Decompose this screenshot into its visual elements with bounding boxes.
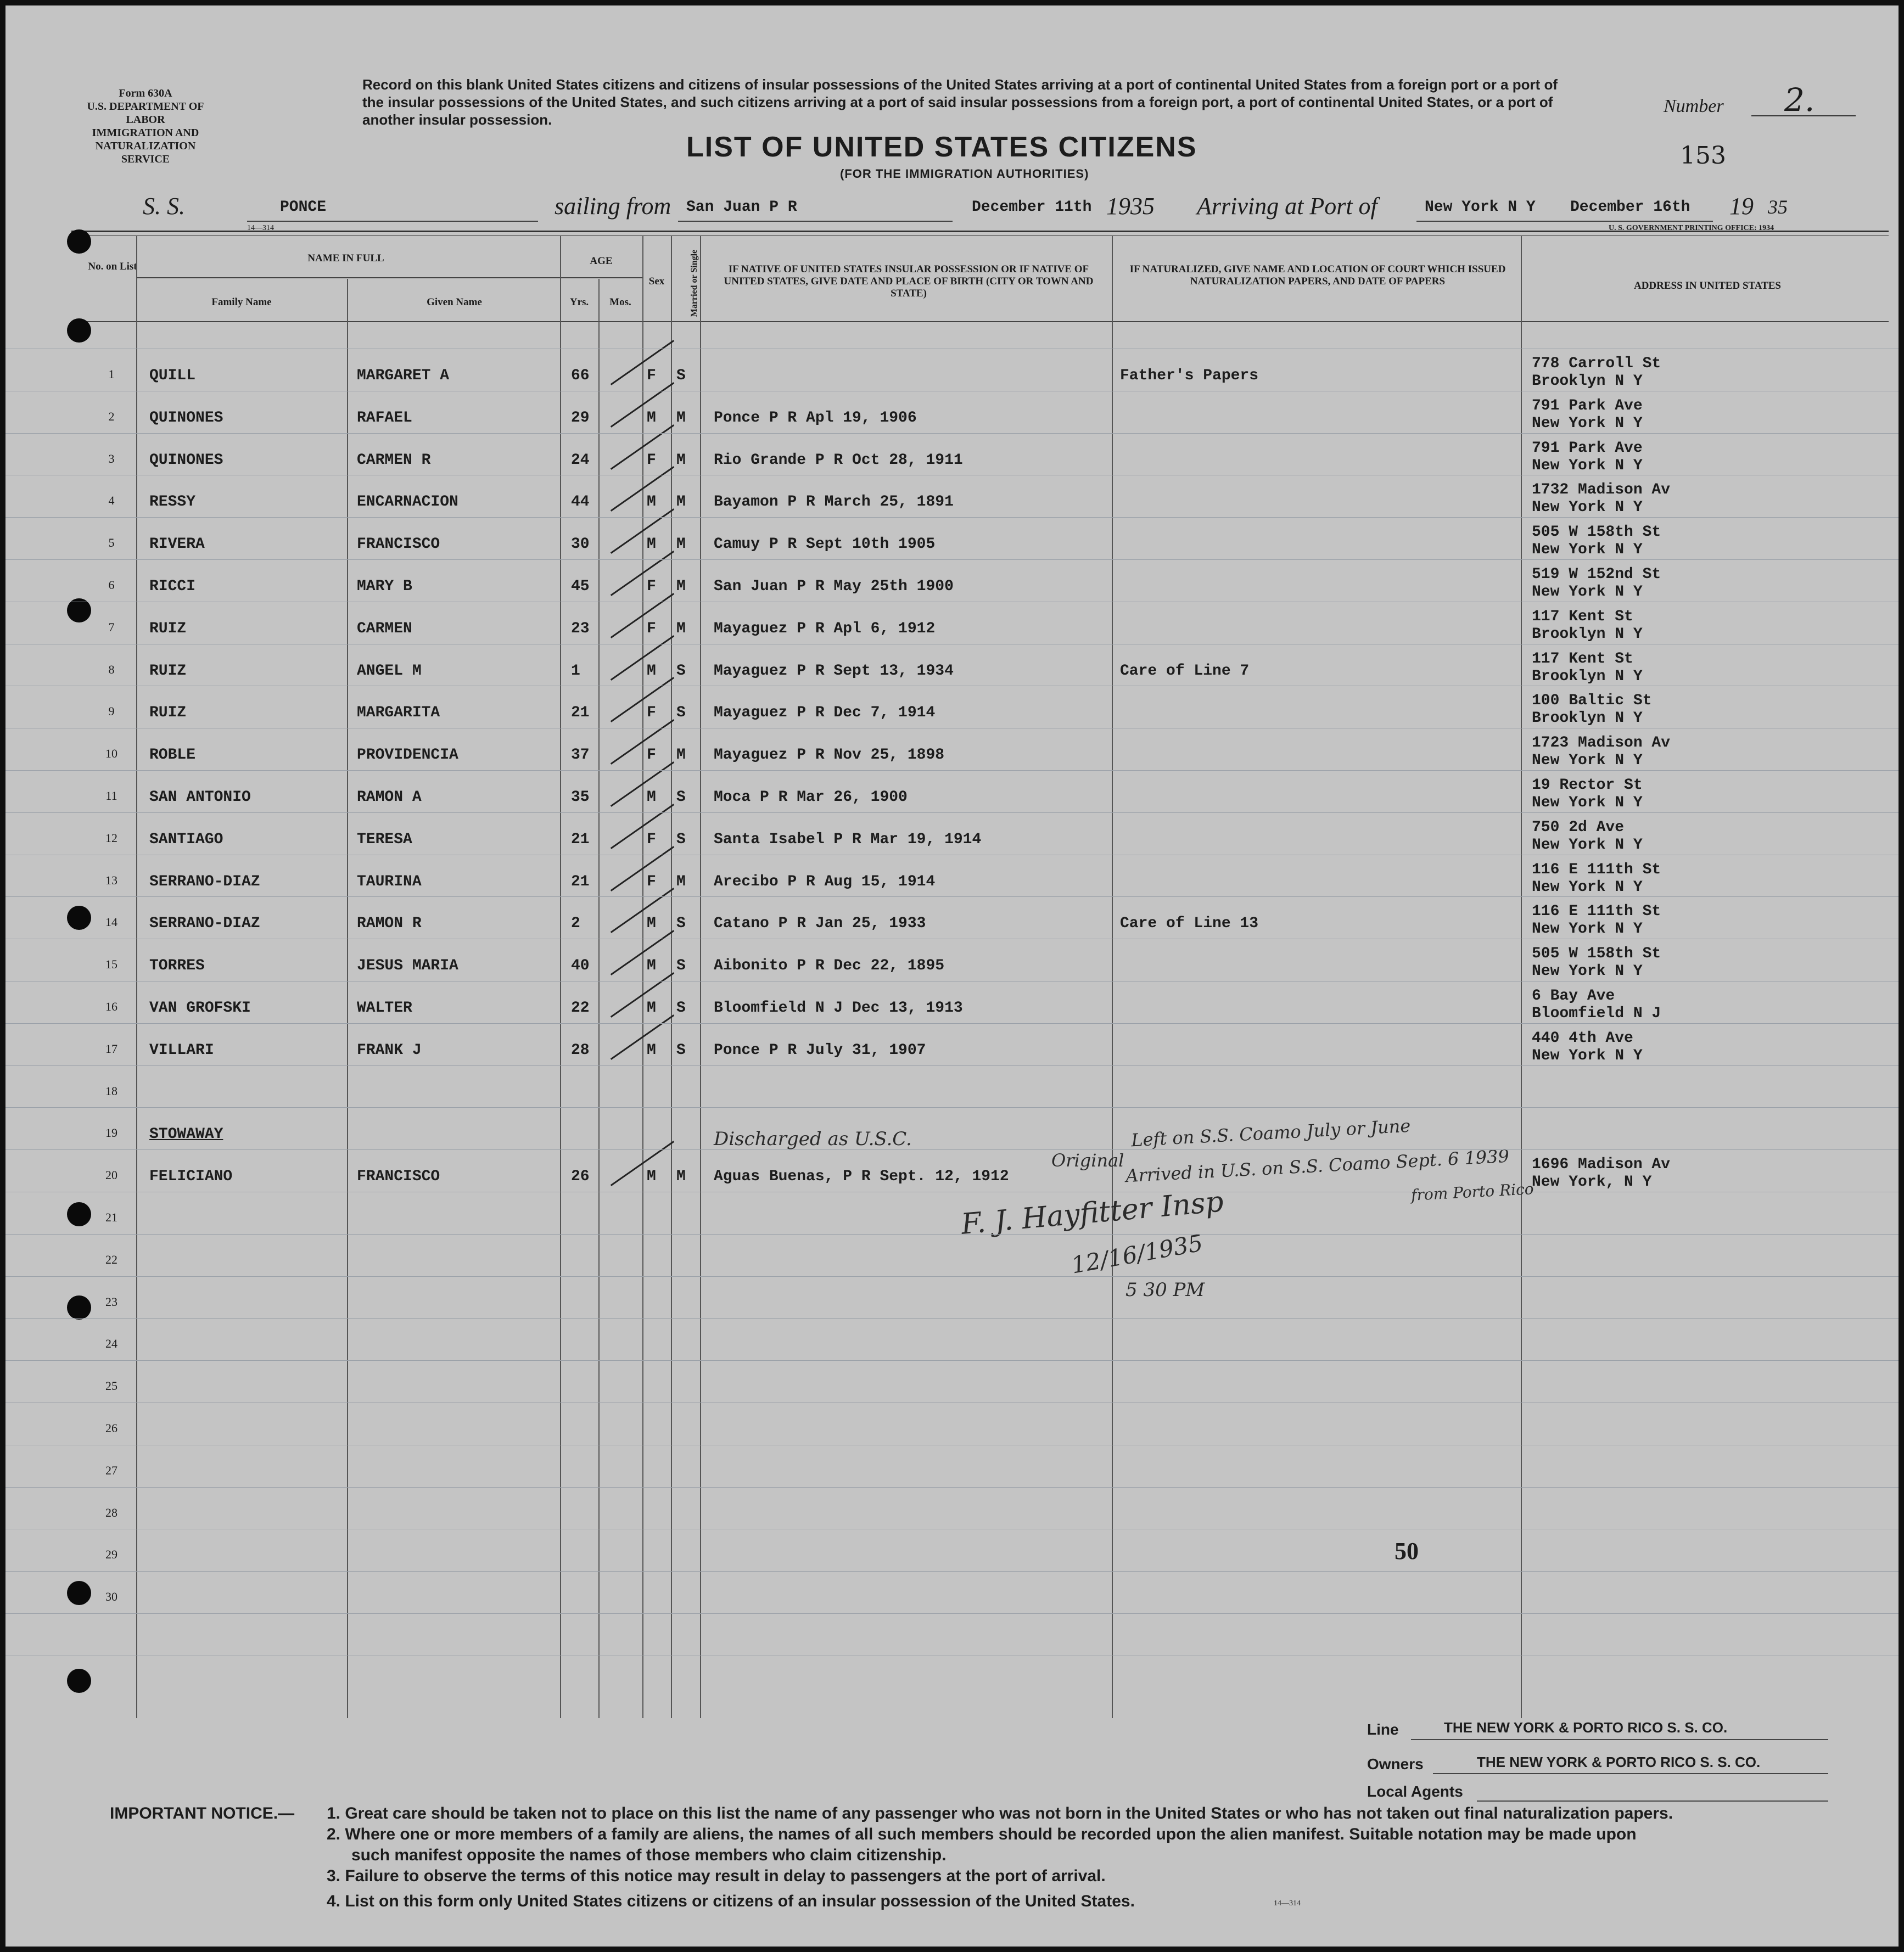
arrival-port: New York N Y <box>1425 199 1536 216</box>
line-underline <box>1411 1739 1828 1740</box>
owners-underline <box>1433 1773 1828 1774</box>
punch-hole <box>67 318 91 343</box>
address-line-2: New York N Y <box>1532 584 1643 601</box>
birth-info: Mayaguez P R Apl 6, 1912 <box>714 620 936 637</box>
ruled-line <box>5 812 1899 813</box>
col-divider <box>671 236 672 1718</box>
agency-block <box>71 87 220 166</box>
row-number: 20 <box>105 1168 117 1182</box>
punch-hole <box>67 906 91 930</box>
col-age: AGE <box>590 255 613 267</box>
row-number: 24 <box>105 1337 117 1351</box>
given-name: FRANCISCO <box>357 536 440 553</box>
address-line-2: Bloomfield N J <box>1532 1005 1661 1022</box>
family-name: RESSY <box>149 493 196 511</box>
row-number: 26 <box>105 1421 117 1435</box>
address-line-2: New York N Y <box>1532 878 1643 896</box>
given-name: CARMEN R <box>357 451 431 469</box>
printing-office: U. S. GOVERNMENT PRINTING OFFICE: 1934 <box>1609 224 1774 232</box>
notice-4: 4. List on this form only United States citizens or citizens of an insular possession of the United States. <box>327 1892 1135 1910</box>
age-years: 26 <box>571 1168 590 1186</box>
address-line-1: 750 2d Ave <box>1532 818 1625 836</box>
address-line-1: 778 Carroll St <box>1532 355 1661 372</box>
ruled-line <box>5 1149 1899 1150</box>
col-divider <box>598 279 600 1718</box>
marital-status: M <box>676 747 686 764</box>
row-number: 7 <box>108 620 115 634</box>
ruled-line <box>5 1360 1899 1361</box>
agency-line: Form 630A <box>119 87 172 99</box>
owners-label: Owners <box>1367 1755 1424 1772</box>
birth-info: Aibonito P R Dec 22, 1895 <box>714 957 945 975</box>
family-name: RUIZ <box>149 662 187 680</box>
age-years: 37 <box>571 747 590 764</box>
family-name: ROBLE <box>149 747 196 764</box>
row-number: 25 <box>105 1379 117 1393</box>
address-line-2: New York N Y <box>1532 457 1643 474</box>
depart-year: 1935 <box>1106 193 1155 220</box>
col-divider <box>1112 236 1113 1718</box>
birth-info: Moca P R Mar 26, 1900 <box>714 789 908 806</box>
birth-info: Bloomfield N J Dec 13, 1913 <box>714 1000 963 1017</box>
depart-date: December 11th <box>972 199 1092 216</box>
address-line-2: New York N Y <box>1532 921 1643 938</box>
number-value: 2. <box>1784 81 1815 119</box>
sex: F <box>647 704 656 722</box>
birth-info: Bayamon P R March 25, 1891 <box>714 493 954 511</box>
marital-status: S <box>676 704 686 722</box>
inspector-signature: F. J. Hayfitter Insp <box>960 1185 1225 1241</box>
col-given-name: Given Name <box>427 296 482 308</box>
ruled-line <box>5 1613 1899 1614</box>
row-number: 15 <box>105 957 117 972</box>
address-line-2: New York, N Y <box>1532 1174 1652 1191</box>
sex: M <box>647 493 656 511</box>
address-line-2: New York N Y <box>1532 963 1643 980</box>
row-number: 5 <box>108 536 115 550</box>
signature-date: 12/16/1935 <box>1069 1229 1205 1279</box>
col-divider <box>136 236 137 1718</box>
agency-line: U.S. DEPARTMENT OF LABOR <box>87 100 204 126</box>
punch-hole <box>67 229 91 254</box>
notice-2: 2. Where one or more members of a family are aliens, the names of all such members should be recorded upon the alien manifest. Suitable notation may be made upon <box>327 1825 1637 1843</box>
address-line-1: 505 W 158th St <box>1532 945 1661 963</box>
address-line-2: Brooklyn N Y <box>1532 710 1643 727</box>
given-name: MARGARET A <box>357 367 450 384</box>
row-number: 9 <box>108 704 115 719</box>
ruled-line <box>5 433 1899 434</box>
row-number: 21 <box>105 1210 117 1224</box>
marital-status: M <box>676 1168 686 1186</box>
signature-time: 5 30 PM <box>1125 1279 1205 1301</box>
arrival-year-suffix: 35 <box>1768 196 1788 218</box>
row-number: 16 <box>105 1000 117 1013</box>
age-years: 23 <box>571 620 590 637</box>
marital-status: S <box>676 831 686 848</box>
col-naturalized: IF NATURALIZED, GIVE NAME AND LOCATION OF COURT WHICH ISSUED NATURALIZATION PAPERS, AND DATE OF PAPERS <box>1129 263 1506 287</box>
age-subrule <box>561 277 642 278</box>
record-instructions: Record on this blank United States citizens and citizens of insular possessions of the United States arriving at a port of continental United States from a foreign port or a port of the insular possessions of the United States, and such citizens arriving at a port of said insular possessions from a foreign port, a port of continental United States, or a port of another insular possession. <box>362 76 1558 128</box>
family-name: TORRES <box>149 957 205 975</box>
row-number: 23 <box>105 1294 117 1309</box>
arrival-year-prefix: 19 <box>1729 193 1754 220</box>
address-line-2: New York N Y <box>1532 541 1643 559</box>
given-name: FRANK J <box>357 1041 422 1059</box>
family-name: RIVERA <box>149 536 205 553</box>
family-name: RICCI <box>149 578 196 595</box>
row-number: 28 <box>105 1505 117 1519</box>
marital-status: S <box>676 789 686 806</box>
address-line-1: 6 Bay Ave <box>1532 988 1615 1005</box>
birth-info: Arecibo P R Aug 15, 1914 <box>714 873 936 890</box>
birth-info: Santa Isabel P R Mar 19, 1914 <box>714 831 982 848</box>
col-divider <box>642 236 643 1718</box>
family-name: QUINONES <box>149 409 223 427</box>
col-divider <box>347 279 348 1718</box>
handwritten-note: from Porto Rico <box>1410 1180 1535 1204</box>
family-name: SERRANO-DIAZ <box>149 915 260 933</box>
family-name: SANTIAGO <box>149 831 223 848</box>
sex: F <box>647 578 656 595</box>
marital-status: S <box>676 662 686 680</box>
name-subrule <box>137 277 560 278</box>
row-number: 27 <box>105 1463 117 1477</box>
sex: F <box>647 873 656 890</box>
naturalization-info: Father's Papers <box>1120 367 1259 384</box>
marital-status: S <box>676 957 686 975</box>
ruled-line <box>5 1276 1899 1277</box>
given-name: MARGARITA <box>357 704 440 722</box>
age-years: 66 <box>571 367 590 384</box>
given-name: CARMEN <box>357 620 412 637</box>
marital-status: M <box>676 620 686 637</box>
family-name: RUIZ <box>149 620 187 637</box>
sex: M <box>647 1041 656 1059</box>
given-name: TAURINA <box>357 873 422 890</box>
address-line-2: New York N Y <box>1532 836 1643 854</box>
address-line-1: 19 Rector St <box>1532 777 1643 794</box>
form-code-bottom: 14—314 <box>1274 1899 1301 1908</box>
address-line-1: 100 Baltic St <box>1532 692 1652 710</box>
address-line-1: 440 4th Ave <box>1532 1029 1633 1047</box>
row-number: 4 <box>108 493 115 508</box>
number-underline <box>1751 115 1856 116</box>
sex: M <box>647 915 656 933</box>
handwritten-note: Discharged as U.S.C. <box>714 1128 912 1150</box>
table-top-rule <box>71 231 1889 232</box>
row-number: 12 <box>105 831 117 845</box>
port-underline <box>1416 221 1713 222</box>
ruled-line <box>5 517 1899 518</box>
row-number: 11 <box>105 789 117 803</box>
address-line-2: New York N Y <box>1532 1047 1643 1064</box>
age-years: 22 <box>571 1000 590 1017</box>
agents-underline <box>1477 1800 1828 1802</box>
age-years: 30 <box>571 536 590 553</box>
sailing-label: sailing from <box>555 193 671 220</box>
page-title: LIST OF UNITED STATES CITIZENS <box>686 131 1197 163</box>
marital-status: M <box>676 493 686 511</box>
ruled-line <box>5 770 1899 771</box>
punch-hole <box>67 1669 91 1693</box>
line-value: THE NEW YORK & PORTO RICO S. S. CO. <box>1444 1719 1728 1736</box>
address-line-2: Brooklyn N Y <box>1532 625 1643 643</box>
from-underline <box>678 221 953 222</box>
owners-value: THE NEW YORK & PORTO RICO S. S. CO. <box>1477 1754 1761 1770</box>
address-line-1: 116 E 111th St <box>1532 903 1661 921</box>
col-no: No. on List <box>88 261 137 272</box>
agency-line: NATURALIZATION SERVICE <box>95 140 196 165</box>
age-years: 44 <box>571 493 590 511</box>
header-bottom-rule <box>71 321 1889 322</box>
family-name: VILLARI <box>149 1041 214 1059</box>
sex: F <box>647 831 656 848</box>
sex: M <box>647 1000 656 1017</box>
row-number: 18 <box>105 1084 117 1098</box>
birth-info: Aguas Buenas, P R Sept. 12, 1912 <box>714 1168 1009 1186</box>
punch-hole <box>67 1295 91 1320</box>
birth-info: Ponce P R Apl 19, 1906 <box>714 409 917 427</box>
family-name: VAN GROFSKI <box>149 1000 251 1017</box>
address-line-2: New York N Y <box>1532 499 1643 517</box>
col-address: ADDRESS IN UNITED STATES <box>1633 280 1781 291</box>
marital-status: M <box>676 873 686 890</box>
age-years: 45 <box>571 578 590 595</box>
address-line-2: New York N Y <box>1532 414 1643 432</box>
address-line-2: Brooklyn N Y <box>1532 373 1643 390</box>
row-number: 17 <box>105 1041 117 1056</box>
birth-info: Ponce P R July 31, 1907 <box>714 1041 926 1059</box>
age-years: 24 <box>571 451 590 469</box>
age-years: 28 <box>571 1041 590 1059</box>
family-name: RUIZ <box>149 704 187 722</box>
ruled-line <box>5 896 1899 897</box>
birth-info: Rio Grande P R Oct 28, 1911 <box>714 451 963 469</box>
age-years: 1 <box>571 662 580 680</box>
family-name: STOWAWAY <box>149 1126 223 1143</box>
sailing-from: San Juan P R <box>686 199 797 216</box>
sex: M <box>647 1168 656 1186</box>
address-line-2: New York N Y <box>1532 794 1643 811</box>
address-line-1: 519 W 152nd St <box>1532 566 1661 583</box>
stamp-number: 153 <box>1680 142 1726 170</box>
age-years: 40 <box>571 957 590 975</box>
family-name: QUINONES <box>149 451 223 469</box>
age-years: 29 <box>571 409 590 427</box>
manifest-page <box>5 5 1899 1947</box>
family-name: QUILL <box>149 367 196 384</box>
ruled-line <box>5 559 1899 560</box>
sex: M <box>647 789 656 806</box>
marital-status: M <box>676 451 686 469</box>
age-years: 21 <box>571 873 590 890</box>
marital-status: M <box>676 536 686 553</box>
given-name: RAMON R <box>357 915 422 933</box>
given-name: FRANCISCO <box>357 1168 440 1186</box>
given-name: ENCARNACION <box>357 493 458 511</box>
naturalization-info: Care of Line 13 <box>1120 915 1259 933</box>
birth-info: Catano P R Jan 25, 1933 <box>714 915 926 933</box>
given-name: WALTER <box>357 1000 412 1017</box>
row-number: 6 <box>108 578 115 592</box>
row-number: 2 <box>108 409 115 423</box>
address-line-1: 791 Park Ave <box>1532 397 1643 414</box>
address-line-2: Brooklyn N Y <box>1532 668 1643 685</box>
sex: M <box>647 536 656 553</box>
naturalization-info: Care of Line 7 <box>1120 662 1250 680</box>
row-number: 22 <box>105 1252 117 1266</box>
page-subtitle: (FOR THE IMMIGRATION AUTHORITIES) <box>840 167 1089 181</box>
ruled-line <box>5 1318 1899 1319</box>
agency-line: IMMIGRATION AND <box>92 127 199 139</box>
marital-status: S <box>676 367 686 384</box>
col-married-single: Married or Single <box>690 249 699 317</box>
ruled-line <box>5 1571 1899 1572</box>
given-name: MARY B <box>357 578 412 595</box>
ship-name: PONCE <box>280 199 327 216</box>
line-label: Line <box>1367 1721 1399 1738</box>
sex: F <box>647 747 656 764</box>
notice-1: 1. Great care should be taken not to place on this list the name of any passenger who was not born in the United States or who has not taken out final naturalization papers. <box>327 1804 1673 1822</box>
row-number: 29 <box>105 1547 117 1562</box>
marital-status: M <box>676 578 686 595</box>
col-sex: Sex <box>648 276 665 287</box>
address-line-1: 116 E 111th St <box>1532 861 1661 878</box>
ruled-line <box>5 1234 1899 1235</box>
age-years: 21 <box>571 704 590 722</box>
ruled-line <box>5 1065 1899 1066</box>
col-years: Yrs. <box>569 296 589 308</box>
age-years: 21 <box>571 831 590 848</box>
col-months: Mos. <box>609 296 631 308</box>
col-divider <box>560 236 561 1718</box>
given-name: RAFAEL <box>357 409 412 427</box>
sex: M <box>647 409 656 427</box>
punch-hole <box>67 1202 91 1226</box>
ship-underline <box>247 221 538 222</box>
row-number: 13 <box>105 873 117 887</box>
punch-hole <box>67 1581 91 1605</box>
marital-status: M <box>676 409 686 427</box>
marital-status: S <box>676 1000 686 1017</box>
row-number: 1 <box>108 367 115 381</box>
address-line-1: 791 Park Ave <box>1532 439 1643 457</box>
row-number: 30 <box>105 1590 117 1604</box>
address-line-1: 1696 Madison Av <box>1532 1156 1671 1174</box>
sex: M <box>647 957 656 975</box>
row-number: 3 <box>108 451 115 465</box>
sex: F <box>647 367 656 384</box>
col-divider <box>1521 236 1522 1718</box>
notice-label: IMPORTANT NOTICE.— <box>110 1804 295 1822</box>
col-divider <box>700 236 701 1718</box>
marital-status: S <box>676 915 686 933</box>
address-line-1: 1732 Madison Av <box>1532 481 1671 499</box>
marital-status: S <box>676 1041 686 1059</box>
address-line-1: 117 Kent St <box>1532 650 1633 668</box>
notice-2b: such manifest opposite the names of those members who claim citizenship. <box>351 1846 947 1864</box>
agents-label: Local Agents <box>1367 1783 1463 1800</box>
age-years: 35 <box>571 789 590 806</box>
birth-info: Camuy P R Sept 10th 1905 <box>714 536 936 553</box>
birth-info: Mayaguez P R Dec 7, 1914 <box>714 704 936 722</box>
page-total: 50 <box>1395 1538 1419 1564</box>
birth-info: Mayaguez P R Sept 13, 1934 <box>714 662 954 680</box>
family-name: SERRANO-DIAZ <box>149 873 260 890</box>
row-number: 19 <box>105 1126 117 1140</box>
address-line-1: 505 W 158th St <box>1532 524 1661 541</box>
given-name: RAMON A <box>357 789 422 806</box>
handwritten-note: Arrived in U.S. on S.S. Coamo Sept. 6 1939 <box>1125 1145 1510 1187</box>
arrival-date: December 16th <box>1570 199 1690 216</box>
sex: M <box>647 662 656 680</box>
address-line-1: 1723 Madison Av <box>1532 734 1671 752</box>
age-years: 2 <box>571 915 580 933</box>
row-number: 8 <box>108 662 115 676</box>
ruled-line <box>5 1487 1899 1488</box>
row-number: 14 <box>105 915 117 929</box>
birth-info: San Juan P R May 25th 1900 <box>714 578 954 595</box>
row-number: 10 <box>105 747 117 761</box>
ruled-line <box>5 1023 1899 1024</box>
address-line-2: New York N Y <box>1532 752 1643 770</box>
handwritten-note: Left on S.S. Coamo July or June <box>1130 1115 1412 1151</box>
form-code: 14—314 <box>247 224 274 232</box>
handwritten-note: Original <box>1051 1150 1124 1171</box>
ruled-line <box>5 1107 1899 1108</box>
given-name: JESUS MARIA <box>357 957 458 975</box>
arriving-label: Arriving at Port of <box>1197 193 1377 220</box>
col-name-in-full: NAME IN FULL <box>307 253 384 264</box>
number-label: Number <box>1664 96 1724 116</box>
birth-info: Mayaguez P R Nov 25, 1898 <box>714 747 945 764</box>
ss-label: S. S. <box>143 193 185 220</box>
col-birth: IF NATIVE OF UNITED STATES INSULAR POSSESSION OR IF NATIVE OF UNITED STATES, GIVE DATE AND PLACE OF BIRTH (CITY OR TOWN AND STATE) <box>724 263 1094 299</box>
address-line-1: 117 Kent St <box>1532 608 1633 625</box>
given-name: TERESA <box>357 831 412 848</box>
sex: F <box>647 620 656 637</box>
family-name: FELICIANO <box>149 1168 233 1186</box>
given-name: ANGEL M <box>357 662 422 680</box>
family-name: SAN ANTONIO <box>149 789 251 806</box>
notice-3: 3. Failure to observe the terms of this notice may result in delay to passengers at the port of arrival. <box>327 1867 1106 1885</box>
sex: F <box>647 451 656 469</box>
col-family-name: Family Name <box>211 296 272 308</box>
given-name: PROVIDENCIA <box>357 747 458 764</box>
